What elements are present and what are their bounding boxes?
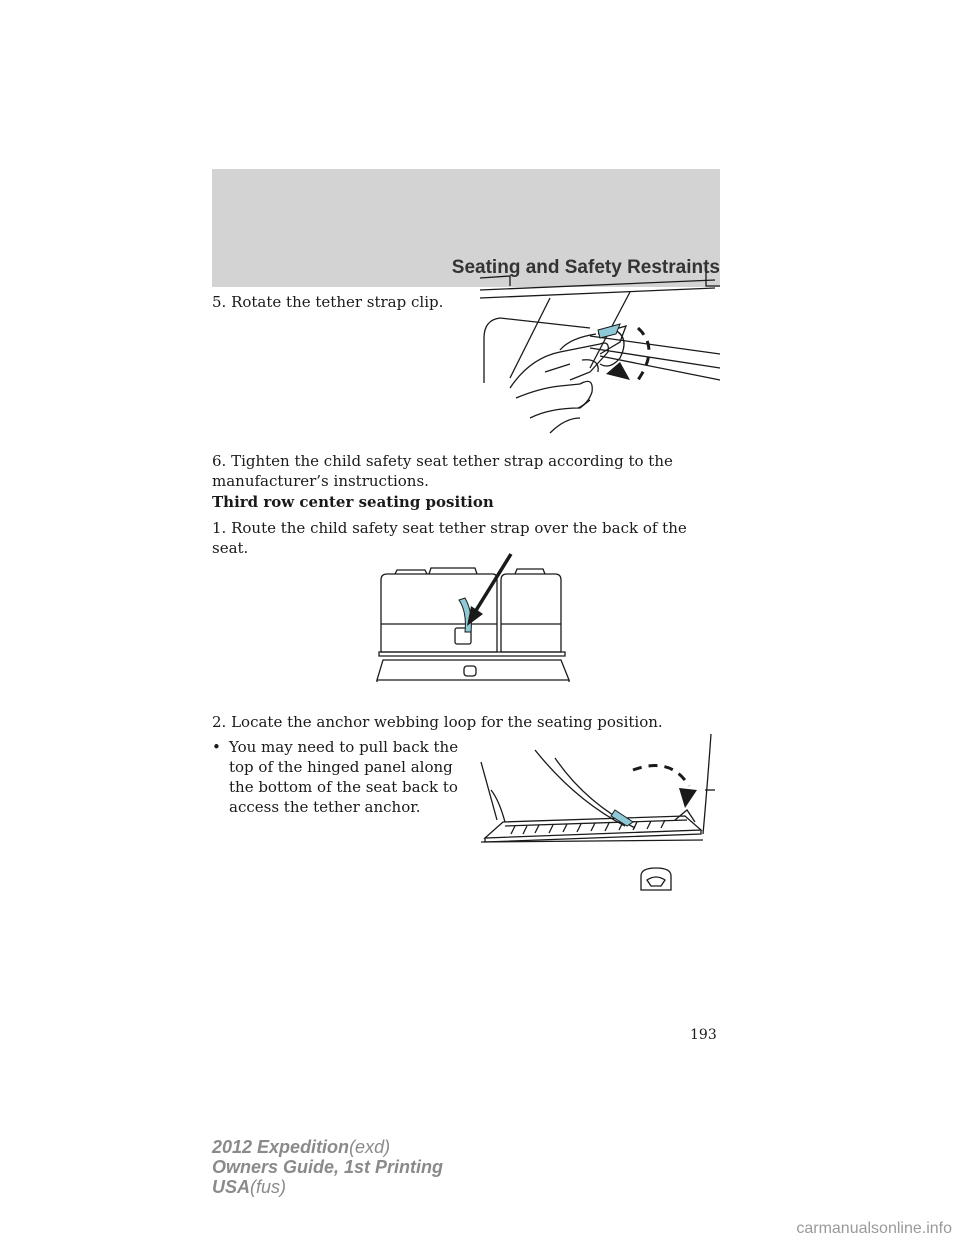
footer — [212, 1137, 443, 1197]
page-number: 193 — [690, 1027, 717, 1043]
footer-market: USA — [212, 1177, 251, 1197]
footer-model-code: (exd) — [349, 1137, 391, 1157]
step-5-text: 5. Rotate the tether strap clip. — [212, 293, 444, 311]
watermark: carmanualsonline.info — [796, 1220, 952, 1237]
footer-model: 2012 Expedition — [212, 1137, 350, 1157]
step-1-text: 1. Route the child safety seat tether strap over the back of the seat. — [212, 519, 687, 557]
footer-line-2: Owners Guide, 1st Printing — [212, 1157, 444, 1177]
footer-market-code: (fus) — [250, 1177, 287, 1197]
seat-back-illustration — [375, 552, 570, 684]
tether-anchor-illustration — [475, 730, 720, 900]
third-row-subheading: Third row center seating position — [212, 493, 494, 511]
section-title: Seating and Safety Restraints — [451, 257, 720, 278]
footer-line-3 — [212, 1177, 443, 1197]
step-2-text: 2. Locate the anchor webbing loop for the seating position. — [212, 713, 663, 731]
bullet-symbol: • — [212, 738, 221, 756]
tether-clip-illustration — [470, 268, 725, 438]
bullet-text: You may need to pull back the top of the hinged panel along the bottom of the seat back to access the tether anchor. — [229, 738, 459, 816]
footer-line-1 — [212, 1137, 443, 1157]
step-6-text: 6. Tighten the child safety seat tether strap according to the manufacturer’s instructions. — [212, 452, 673, 490]
